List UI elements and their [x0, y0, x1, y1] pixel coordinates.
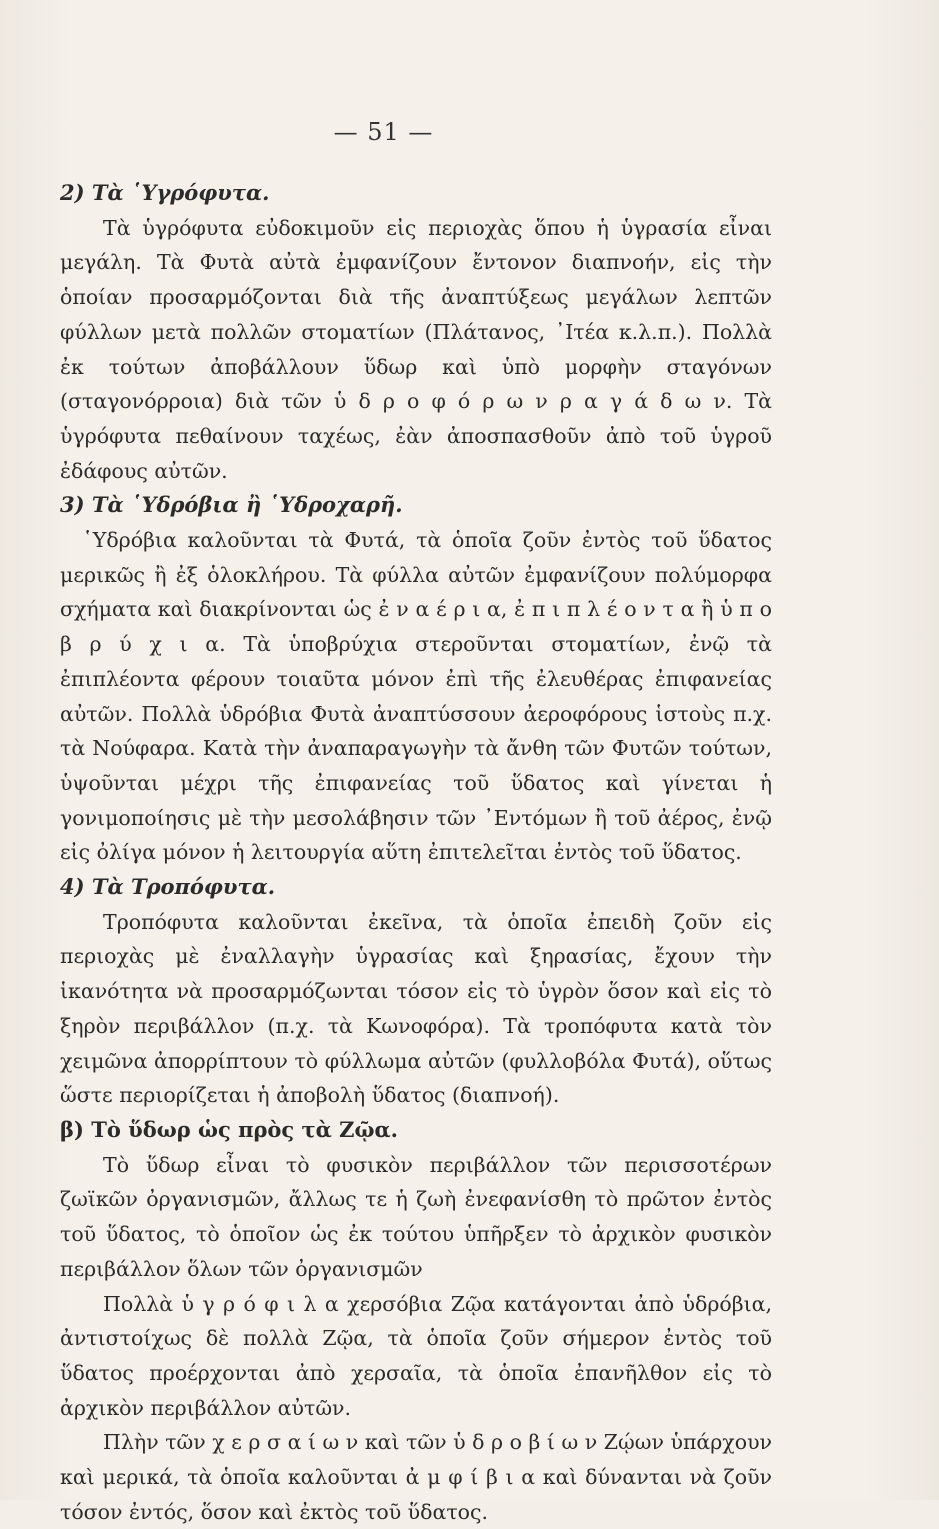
paragraph-tropophytes: Τροπόφυτα καλοῦνται ἐκεῖνα, τὰ ὁποῖα ἐπειδὴ ζοῦν εἰς περιοχὰς μὲ ἐναλλαγὴν ὑγρασίας καὶ ξηρασίας, ἔχουν τὴν ἱκανότητα νὰ προσαρμόζωνται τόσον εἰς τὸ ὑγρὸν ὅσον καὶ εἰς τὸ ξηρὸν περιβάλλον (π.χ. τὰ Κωνοφόρα). Τὰ τροπόφυτα κατὰ τὸν χειμῶνα ἀπορρίπτουν τὸ φύλλωμα αὐτῶν (φυλλοβόλα Φυτά), οὕτως ὥστε περιορίζεται ἡ ἀποβολὴ ὕδατος (διαπνοή).	[60, 909, 772, 1108]
paragraph-hygrophilous-animals: Πολλὰ ὑ γ ρ ό φ ι λ α χερσόβια Ζῷα κατάγονται ἀπὸ ὑδρόβια, ἀντιστοίχως δὲ πολλὰ Ζῷα, τὰ ὁποῖα ζοῦν σήμερον ἐντὸς τοῦ ὕδατος προέρχονται ἀπὸ χερσαῖα, τὰ ὁποῖα ἐπανῆλθον εἰς τὸ ἀρχικὸν περιβάλλον αὐτῶν.	[60, 1291, 772, 1420]
paragraph-hygrophytes: Τὰ ὑγρόφυτα εὐδοκιμοῦν εἰς περιοχὰς ὅπου ἡ ὑγρασία εἶναι μεγάλη. Τὰ Φυτὰ αὐτὰ ἐμφανίζουν ἔντονον διαπνοήν, εἰς τὴν ὁποίαν προσαρμόζονται διὰ τῆς ἀναπτύξεως μεγάλων λεπτῶν φύλλων μετὰ πολλῶν στοματίων (Πλάτανος, ᾽Ιτέα κ.λ.π.). Πολλὰ ἐκ τούτων ἀποβάλλουν ὕδωρ καὶ ὑπὸ μορφὴν σταγόνων (σταγονόρροια) διὰ τῶν ὑ δ ρ ο φ ό ρ ω ν ρ α γ ά δ ω ν. Τὰ ὑγρόφυτα πεθαίνουν ταχέως, ἐὰν ἀποσπασθοῦν ἀπὸ τοῦ ὑγροῦ ἐδάφους αὐτῶν.	[60, 215, 772, 483]
section-heading-hydrophytes: 3) Τὰ ῾Υδρόβια ἢ ῾Υδροχαρῆ.	[60, 492, 403, 518]
paragraph-hydrophytes: ῾Υδρόβια καλοῦνται τὰ Φυτά, τὰ ὁποῖα ζοῦν ἐντὸς τοῦ ὕδατος μερικῶς ἢ ἐξ ὁλοκλήρου. Τὰ φύλλα αὐτῶν ἐμφανίζουν πολύμορφα σχήματα καὶ διακρίνονται ὡς ἐ ν α έ ρ ι α, ἐ π ι π λ έ ο ν τ α ἢ ὑ π ο β ρ ύ χ ι α. Τὰ ὑποβρύχια στεροῦνται στοματίων, ἐνῷ τὰ ἐπιπλέοντα φέρουν τοιαῦτα μόνον ἐπὶ τῆς ἐλευθέρας ἐπιφανείας αὐτῶν. Πολλὰ ὑδρόβια Φυτὰ ἀναπτύσσουν ἀεροφόρους ἱστοὺς π.χ. τὰ Νούφαρα. Κατὰ τὴν ἀναπαραγωγὴν τὰ ἄνθη τῶν Φυτῶν τούτων, ὑψοῦνται μέχρι τῆς ἐπιφανείας τοῦ ὕδατος καὶ γίνεται ἡ γονιμοποίησις μὲ τὴν μεσολάβησιν τῶν ᾽Εντόμων ἢ τοῦ ἀέρος, ἐνῷ εἰς ὀλίγα μόνον ἡ λειτουργία αὕτη ἐπιτελεῖται ἐντὸς τοῦ ὕδατος.	[60, 528, 772, 865]
page-number: — 51 —	[333, 118, 434, 146]
paragraph-amphibians: Πλὴν τῶν χ ε ρ σ α ί ω ν καὶ τῶν ὑ δ ρ ο β ί ω ν Ζῴων ὑπάρχουν καὶ μερικά, τὰ ὁποῖα καλοῦνται ἀ μ φ ί β ι α καὶ δύνανται νὰ ζοῦν τόσον ἐντός, ὅσον καὶ ἐκτὸς τοῦ ὕδατος.	[60, 1430, 772, 1524]
page-body	[60, 176, 772, 1529]
section-heading-hygrophytes: 2) Τὰ ῾Υγρόφυτα.	[60, 180, 270, 205]
section-heading-water-animals: β) Τὸ ὕδωρ ὡς πρὸς τὰ Ζῷα.	[60, 1116, 398, 1142]
paragraph-water-environment: Τὸ ὕδωρ εἶναι τὸ φυσικὸν περιβάλλον τῶν περισσοτέρων ζωϊκῶν ὀργανισμῶν, ἄλλως τε ἡ ζωὴ ἐνεφανίσθη τὸ πρῶτον ἐντὸς τοῦ ὕδατος, τὸ ὁποῖον ὡς ἐκ τούτου ὑπῆρξεν τὸ ἀρχικὸν φυσικὸν περιβάλλον ὅλων τῶν ὀργανισμῶν	[60, 1152, 772, 1281]
section-heading-tropophytes: 4) Τὰ Τροπόφυτα.	[60, 874, 276, 900]
